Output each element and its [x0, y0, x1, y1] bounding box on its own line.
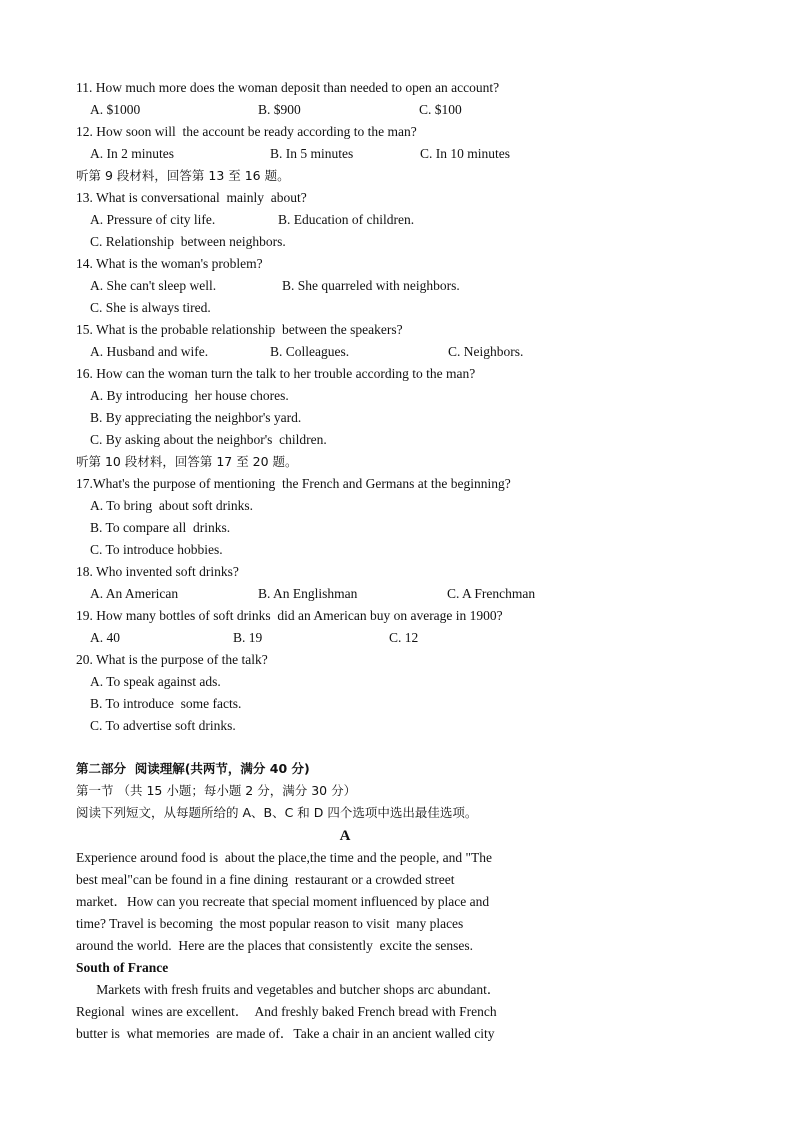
question-15: 15. What is the probable relationship between the speakers? [76, 322, 403, 337]
passage-letter: A [339, 828, 351, 844]
question-19: 19. How many bottles of soft drinks did an American buy on average in 1900? [76, 608, 503, 623]
part2-subheading: 第一节 （共 15 小题；每小题 2 分，满分 30 分） [76, 783, 357, 798]
passage-line: around the world. Here are the places that consistently excite the senses. [76, 938, 473, 953]
passage-line: best meal"can be found in a fine dining restaurant or a crowded street [76, 872, 455, 887]
option-16b: B. By appreciating the neighbor's yard. [90, 410, 302, 425]
option-15b: B. Colleagues. [270, 344, 350, 359]
option-11b: B. $900 [258, 102, 301, 117]
option-20c: C. To advertise soft drinks. [90, 718, 236, 733]
option-12b: B. In 5 minutes [270, 146, 354, 161]
section-10-instruction: 听第 10 段材料，回答第 17 至 20 题。 [76, 454, 298, 469]
option-17b: B. To compare all drinks. [90, 520, 231, 535]
option-18a: A. An American [90, 586, 179, 601]
option-20a: A. To speak against ads. [90, 674, 221, 689]
question-12: 12. How soon will the account be ready according to the man? [76, 124, 417, 139]
option-13c: C. Relationship between neighbors. [90, 234, 286, 249]
question-20: 20. What is the purpose of the talk? [76, 652, 268, 667]
question-14: 14. What is the woman's problem? [76, 256, 263, 271]
option-20b: B. To introduce some facts. [90, 696, 242, 711]
option-14b: B. She quarreled with neighbors. [282, 278, 460, 293]
question-18: 18. Who invented soft drinks? [76, 564, 239, 579]
question-16: 16. How can the woman turn the talk to her trouble according to the man? [76, 366, 476, 381]
option-11c: C. $100 [419, 102, 462, 117]
option-11a: A. $1000 [90, 102, 141, 117]
option-15c: C. Neighbors. [448, 344, 524, 359]
option-19b: B. 19 [233, 630, 263, 645]
question-13: 13. What is conversational mainly about? [76, 190, 307, 205]
option-18c: C. A Frenchman [447, 586, 536, 601]
part2-instruction: 阅读下列短文，从每题所给的 A、B、C 和 D 四个选项中选出最佳选项。 [76, 805, 478, 820]
option-12a: A. In 2 minutes [90, 146, 174, 161]
passage-line: butter is what memories are made of．Take a chair in an ancient walled city [76, 1026, 495, 1041]
option-14a: A. She can't sleep well. [90, 278, 217, 293]
option-16a: A. By introducing her house chores. [90, 388, 289, 403]
option-17a: A. To bring about soft drinks. [90, 498, 254, 513]
part2-heading: 第二部分 阅读理解(共两节，满分 40 分) [76, 761, 310, 776]
passage-line: Experience around food is about the place,the time and the people, and "The [76, 850, 492, 865]
option-14c: C. She is always tired. [90, 300, 211, 315]
option-19c: C. 12 [389, 630, 419, 645]
option-16c: C. By asking about the neighbor's children. [90, 432, 327, 447]
option-13b: B. Education of children. [278, 212, 415, 227]
option-17c: C. To introduce hobbies. [90, 542, 223, 557]
passage-line: Regional wines are excellent． And freshly baked French bread with French [76, 1004, 497, 1019]
option-15a: A. Husband and wife. [90, 344, 209, 359]
option-13a: A. Pressure of city life. [90, 212, 216, 227]
option-19a: A. 40 [90, 630, 120, 645]
passage-line: time? Travel is becoming the most popular reason to visit many places [76, 916, 464, 931]
option-18b: B. An Englishman [258, 586, 358, 601]
passage-subheading: South of France [76, 960, 169, 975]
option-12c: C. In 10 minutes [420, 146, 510, 161]
question-17: 17.What's the purpose of mentioning the French and Germans at the beginning? [76, 476, 511, 491]
question-11: 11. How much more does the woman deposit than needed to open an account? [76, 80, 500, 95]
passage-line: Markets with fresh fruits and vegetables and butcher shops arc abundant． [76, 982, 501, 997]
passage-line: market．How can you recreate that special moment influenced by place and [76, 894, 490, 909]
section-9-instruction: 听第 9 段材料，回答第 13 至 16 题。 [76, 168, 290, 183]
